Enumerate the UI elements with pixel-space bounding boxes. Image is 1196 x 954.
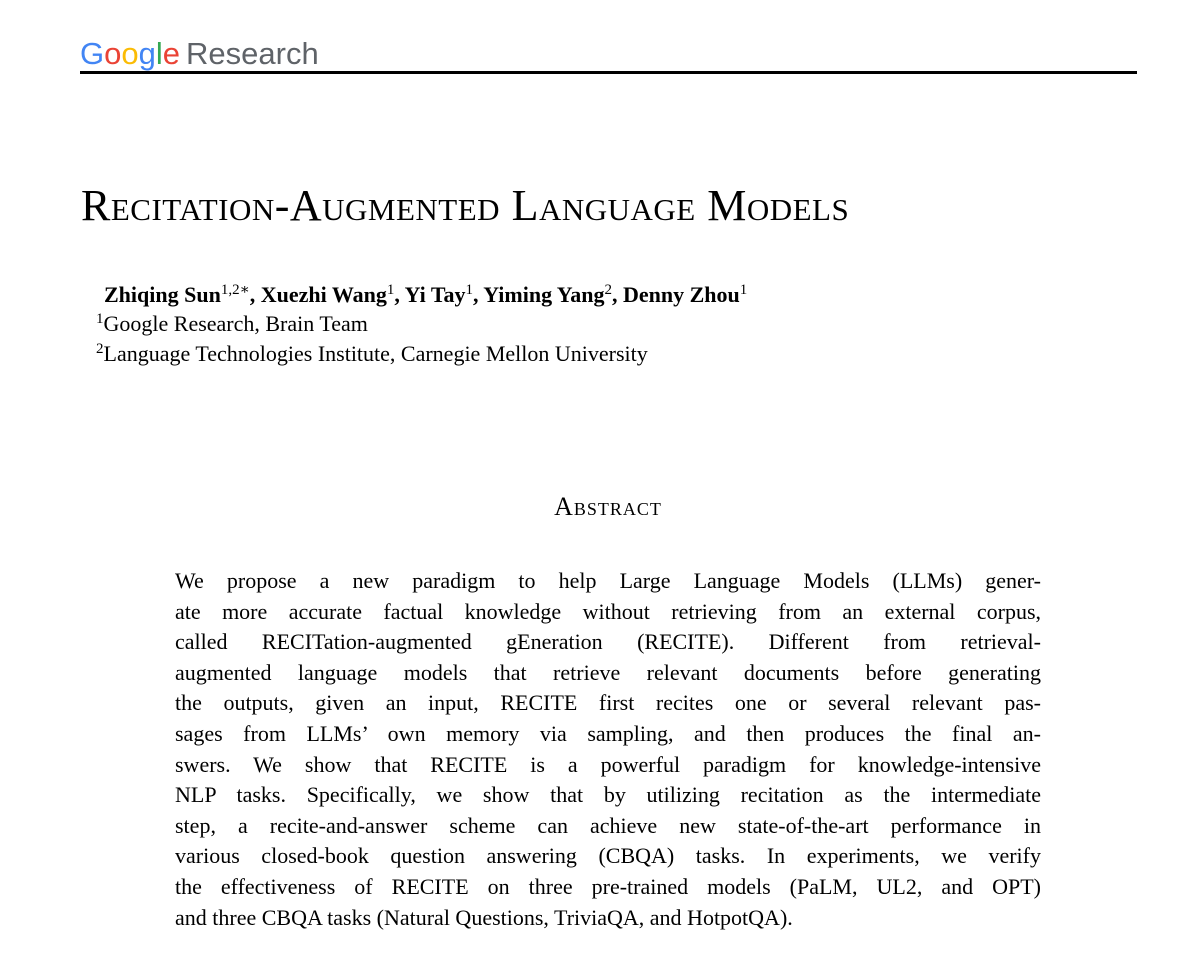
abstract-body bbox=[175, 566, 1041, 933]
logo-letter-g: G bbox=[80, 36, 105, 71]
abstract-line: the outputs, given an input, RECITE first recites one or several relevant pas- bbox=[175, 690, 1041, 716]
author-list bbox=[104, 281, 747, 312]
author-sep: , bbox=[394, 282, 405, 307]
abstract-line: swers. We show that RECITE is a powerful paradigm for knowledge-intensive bbox=[175, 751, 1041, 777]
author-sep: , bbox=[249, 282, 261, 307]
abstract-line: and three CBQA tasks (Natural Questions, TriviaQA, and HotpotQA). bbox=[175, 904, 793, 930]
affiliation-mark: 1 bbox=[96, 311, 104, 327]
abstract-line: step, a recite-and-answer scheme can achieve new state-of-the-art performance in bbox=[175, 812, 1041, 838]
author-name: Xuezhi Wang bbox=[260, 282, 387, 307]
abstract-heading: Abstract bbox=[554, 492, 662, 521]
affiliation-text: Language Technologies Institute, Carnegie Mellon University bbox=[103, 341, 648, 366]
logo-letter-l: l bbox=[155, 36, 163, 71]
author-name: Yi Tay bbox=[404, 282, 466, 307]
abstract-line: augmented language models that retrieve relevant documents before generating bbox=[175, 659, 1041, 685]
logo-letter-o2: o bbox=[121, 36, 139, 71]
google-research-logo bbox=[80, 34, 319, 74]
abstract-line: sages from LLMs’ own memory via sampling, and then produces the final an- bbox=[175, 720, 1041, 746]
author-affil-mark: 1 bbox=[386, 282, 395, 298]
author-affil-mark: 1 bbox=[465, 282, 474, 298]
author-sep: , bbox=[473, 282, 484, 307]
affiliation-2 bbox=[96, 340, 648, 371]
logo-letter-o1: o bbox=[104, 36, 122, 71]
author-name: Denny Zhou bbox=[622, 282, 740, 307]
abstract-line: called RECITation-augmented gEneration (RECITE). Different from retrieval- bbox=[175, 629, 1041, 655]
author-affil-mark: 1 bbox=[739, 282, 748, 298]
abstract-line: NLP tasks. Specifically, we show that by utilizing recitation as the intermediate bbox=[175, 782, 1041, 808]
header-rule bbox=[80, 71, 1137, 74]
affiliation-mark: 2 bbox=[96, 341, 104, 357]
author-name: Zhiqing Sun bbox=[104, 282, 221, 307]
paper-title: Recitation-Augmented Language Models bbox=[81, 181, 850, 230]
author-sep: , bbox=[611, 282, 623, 307]
affiliation-text: Google Research, Brain Team bbox=[103, 311, 368, 336]
author-affil-mark: 1,2∗ bbox=[220, 282, 250, 298]
author-name: Yiming Yang bbox=[483, 282, 605, 307]
author-affil-mark: 2 bbox=[604, 282, 612, 298]
affiliation-1 bbox=[96, 310, 368, 341]
abstract-line: We propose a new paradigm to help Large Language Models (LLMs) gener- bbox=[175, 568, 1041, 593]
abstract-line: ate more accurate factual knowledge without retrieving from an external corpus, bbox=[175, 598, 1041, 624]
abstract-line: various closed-book question answering (CBQA) tasks. In experiments, we verify bbox=[175, 843, 1041, 869]
logo-letter-e: e bbox=[162, 36, 181, 71]
logo-research-text: Research bbox=[186, 36, 319, 71]
abstract-line: the effectiveness of RECITE on three pre-trained models (PaLM, UL2, and OPT) bbox=[175, 873, 1041, 899]
logo-letter-g2: g bbox=[138, 36, 156, 71]
